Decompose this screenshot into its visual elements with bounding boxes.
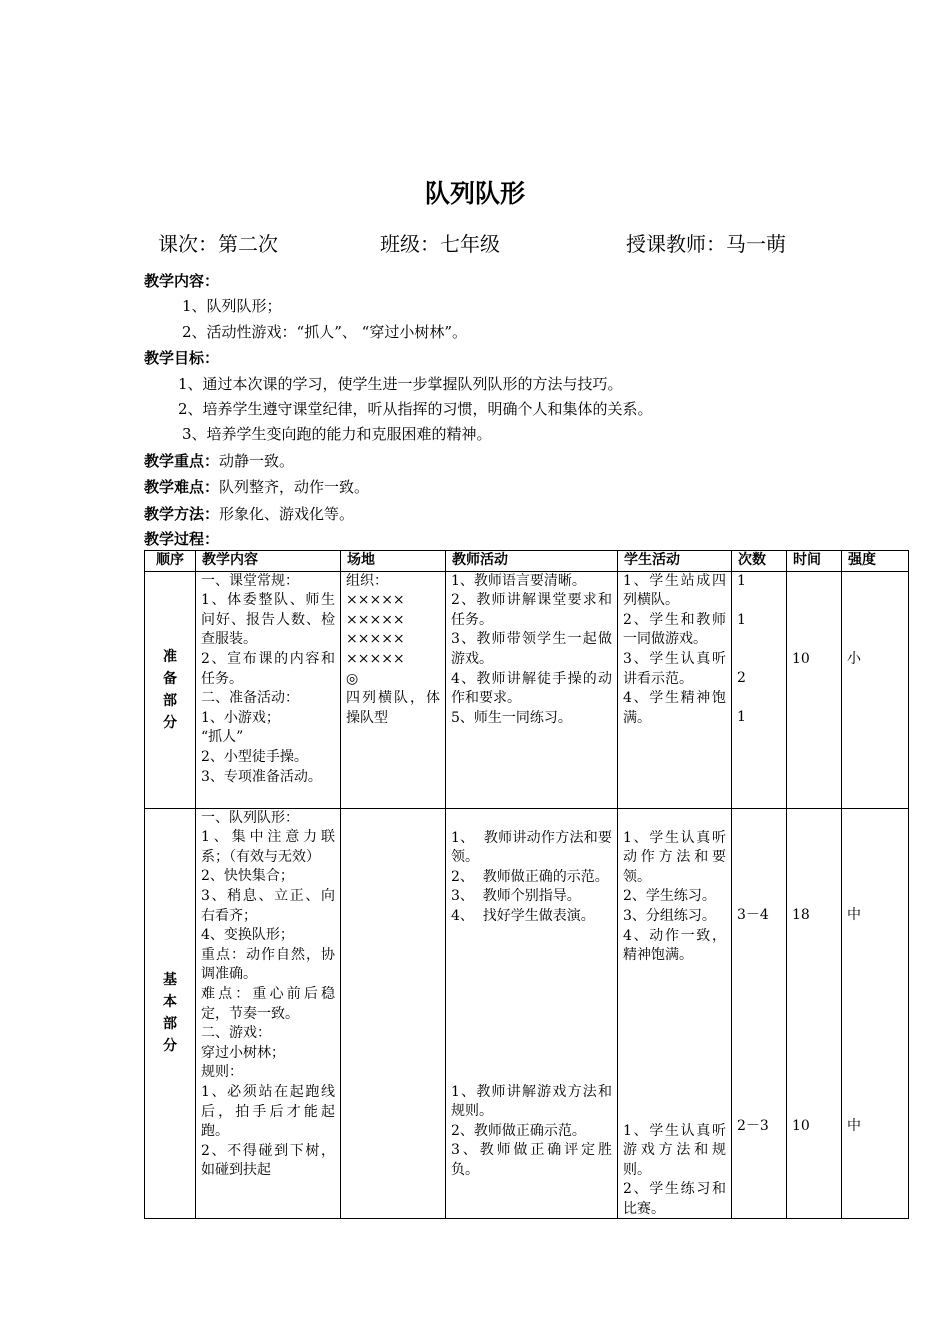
prep-count: 1 (737, 572, 746, 589)
prep-teacher-cell (446, 571, 618, 808)
seq-char: 备 (163, 670, 177, 687)
process-label: 教学过程： (144, 530, 220, 548)
key-point-label: 教学重点： (144, 452, 220, 470)
prep-teacher: 1、教师语言要清晰。 2、教师讲解课堂要求和任务。 3、教师带领学生一起做游戏。 4、教师讲解徒手操的动作和要求。 5、师生一同练习。 (451, 572, 612, 726)
header-teacher: 教师活动 (446, 551, 618, 572)
prep-count: 1 (737, 708, 746, 725)
method-label: 教学方法： (144, 505, 220, 523)
goal-item-1: 1、通过本次课的学习，使学生进一步掌握队列队形的方法与技巧。 (178, 375, 623, 393)
main-count-queue: 3－4 (737, 906, 769, 923)
goals-label: 教学目标： (144, 349, 220, 367)
prep-count: 2 (737, 669, 746, 686)
difficulty-label: 教学难点： (144, 478, 220, 496)
page-title: 队列队形 (424, 179, 525, 208)
header-intensity: 强度 (842, 551, 909, 572)
main-student-cell (618, 808, 732, 1218)
seq-char: 本 (163, 994, 177, 1011)
main-teacher-cell (446, 808, 618, 1218)
difficulty (144, 477, 369, 497)
prep-count: 1 (737, 611, 746, 628)
prep-time-cell (787, 571, 842, 808)
session-info: 课次：第二次 (158, 232, 278, 256)
key-point-text: 动静一致。 (219, 452, 295, 470)
main-time-cell (787, 808, 842, 1218)
goal-item-3: 3、培养学生变向跑的能力和克服困难的精神。 (182, 425, 492, 443)
teacher-info: 授课教师：马一萌 (626, 232, 786, 256)
method-text: 形象化、游戏化等。 (219, 505, 355, 523)
goal-item-2: 2、培养学生遵守课堂纪律，听从指挥的习惯，明确个人和集体的关系。 (178, 400, 653, 418)
main-count-cell (732, 808, 787, 1218)
main-venue-cell (341, 808, 446, 1218)
header-count: 次数 (732, 551, 787, 572)
prep-student: 1、学生站成四列横队。 2、学生和教师一同做游戏。 3、学生认真听讲看示范。 4、学生精神饱满。 (623, 572, 726, 726)
main-teacher-game: 1、教师讲解游戏方法和规则。 2、教师做正确示范。 3、教师做正确评定胜负。 (451, 1083, 612, 1178)
header-student: 学生活动 (618, 551, 732, 572)
header-time: 时间 (787, 551, 842, 572)
key-point (144, 451, 294, 471)
seq-char: 分 (163, 1038, 177, 1055)
main-content: 一、队列队形： 1、集中注意力联系；（有效与无效） 2、快快集合； 3、稍息、立正、向右看齐； 4、变换队形； 重点：动作自然，协调准确。 难点：重心前后稳定，节奏一致。 二、游戏： 穿过小树林； 规则： 1、必须站在起跑线后，拍手后才能起跑。 2、不得碰到下树，如碰到扶起 (201, 809, 335, 1179)
class-info: 班级：七年级 (380, 232, 500, 256)
main-teacher-queue: 1、 教师讲动作方法和要领。 2、 教师做正确的示范。 3、 教师个别指导。 4、 找好学生做表演。 (451, 829, 612, 924)
prep-intensity-cell (842, 571, 909, 808)
header-content: 教学内容 (196, 551, 341, 572)
table-header-row (145, 551, 909, 572)
prep-time: 10 (792, 650, 810, 667)
main-student-game: 1、学生认真听游戏方法和规则。 2、学生练习和比赛。 (623, 1122, 726, 1217)
seq-char: 准 (163, 648, 177, 665)
main-time-game: 10 (792, 1117, 810, 1134)
prep-student-cell (618, 571, 732, 808)
process-table (144, 550, 909, 1219)
prep-count-cell (732, 571, 787, 808)
content-item-1: 1、队列队形； (182, 297, 282, 315)
main-intensity-game: 中 (847, 1117, 861, 1134)
main-time-queue: 18 (792, 906, 810, 923)
method (144, 504, 354, 524)
main-intensity-cell (842, 808, 909, 1218)
main-content-cell (196, 808, 341, 1218)
main-intensity-queue: 中 (847, 906, 861, 923)
content-label: 教学内容： (144, 272, 220, 290)
seq-char: 部 (163, 1016, 177, 1033)
prep-venue: 组织： ××××× ××××× ××××× ××××× ◎ 四列横队，体操队型 (346, 572, 440, 726)
table-row-main (145, 808, 909, 1218)
prep-intensity: 小 (847, 650, 861, 667)
seq-char: 部 (163, 692, 177, 709)
prep-content-cell (196, 571, 341, 808)
seq-char: 分 (163, 714, 177, 731)
seq-main (145, 808, 196, 1218)
header-seq: 顺序 (145, 551, 196, 572)
prep-venue-cell (341, 571, 446, 808)
main-student-queue: 1、学生认真听动作方法和要领。 2、学生练习。 3、分组练习。 4、动作一致，精神饱满。 (623, 829, 726, 964)
content-item-2: 2、活动性游戏：“抓人”、 “穿过小树林”。 (182, 323, 467, 341)
prep-content: 一、课堂常规： 1、体委整队、师生问好、报告人数、检查服装。 2、宣布课的内容和任务。 二、准备活动： 1、小游戏； “抓人” 2、小型徒手操。 3、专项准备活动。 (201, 572, 335, 785)
seq-prep (145, 571, 196, 808)
seq-char: 基 (163, 972, 177, 989)
header-venue: 场地 (341, 551, 446, 572)
difficulty-text: 队列整齐，动作一致。 (219, 478, 370, 496)
main-count-game: 2－3 (737, 1117, 769, 1134)
table-row-prep (145, 571, 909, 808)
